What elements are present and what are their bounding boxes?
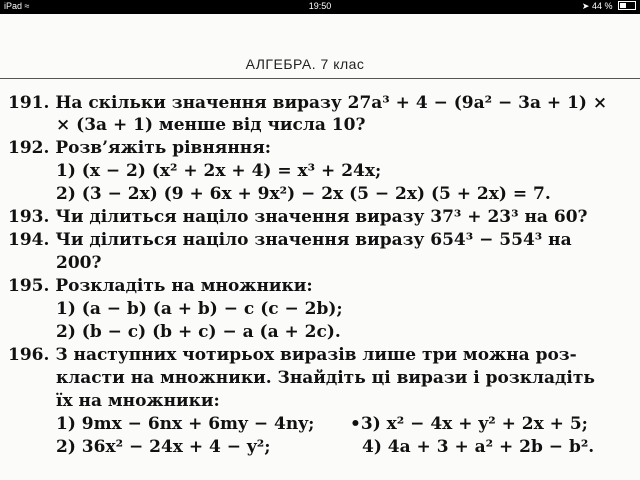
problem-196-item-3: •3) x² − 4x + y² + 2x + 5; bbox=[350, 414, 588, 434]
problem-196-line-2: класти на множники. Знайдіть ці вирази і розкладіть bbox=[56, 368, 595, 388]
problem-196-line-3: їх на множники: bbox=[56, 391, 220, 411]
battery-icon bbox=[618, 1, 636, 10]
problem-196-line-1: 196. З наступних чотирьох виразів лише три можна роз- bbox=[8, 345, 577, 365]
battery-percent: 44 % bbox=[591, 1, 613, 11]
status-time: 19:50 bbox=[308, 1, 332, 11]
problem-195-item-1: 1) (a − b) (a + b) − c (c − 2b); bbox=[56, 299, 343, 319]
problem-191-line-1: 191. На скільки значення виразу 27a³ + 4 − (9a² − 3a + 1) × bbox=[8, 93, 608, 113]
running-head: АЛГЕБРА. 7 клас bbox=[245, 56, 365, 72]
problem-192-title: 192. Розв’яжіть рівняння: bbox=[8, 138, 272, 158]
battery-fill bbox=[620, 3, 626, 8]
problem-196-item-1: 1) 9mx − 6nx + 6my − 4ny; bbox=[56, 414, 315, 434]
problem-195-title: 195. Розкладіть на множники: bbox=[8, 276, 313, 296]
textbook-page bbox=[0, 14, 640, 480]
status-right bbox=[582, 1, 636, 12]
header-rule bbox=[0, 78, 640, 79]
problem-195-item-2: 2) (b − c) (b + c) − a (a + 2c). bbox=[56, 322, 341, 342]
device-name: iPad bbox=[4, 1, 23, 11]
problem-192-item-1: 1) (x − 2) (x² + 2x + 4) = x³ + 24x; bbox=[56, 161, 382, 181]
location-arrow-icon: ➤ bbox=[581, 1, 590, 11]
status-bar bbox=[0, 0, 640, 14]
problem-193: 193. Чи ділиться націло значення виразу 37³ + 23³ на 60? bbox=[8, 207, 588, 227]
problem-196-item-2: 2) 36x² − 24x + 4 − y²; bbox=[56, 437, 271, 457]
wifi-icon: ≈ bbox=[24, 1, 30, 11]
problem-191-line-2: × (3a + 1) менше від числа 10? bbox=[56, 115, 366, 135]
problem-194-line-2: 200? bbox=[56, 253, 102, 273]
problem-196-item-4: 4) 4a + 3 + a² + 2b − b². bbox=[362, 437, 595, 457]
problem-192-item-2: 2) (3 − 2x) (9 + 6x + 9x²) − 2x (5 − 2x) (5 + 2x) = 7. bbox=[56, 184, 551, 204]
problem-194-line-1: 194. Чи ділиться націло значення виразу 654³ − 554³ на bbox=[8, 230, 572, 250]
